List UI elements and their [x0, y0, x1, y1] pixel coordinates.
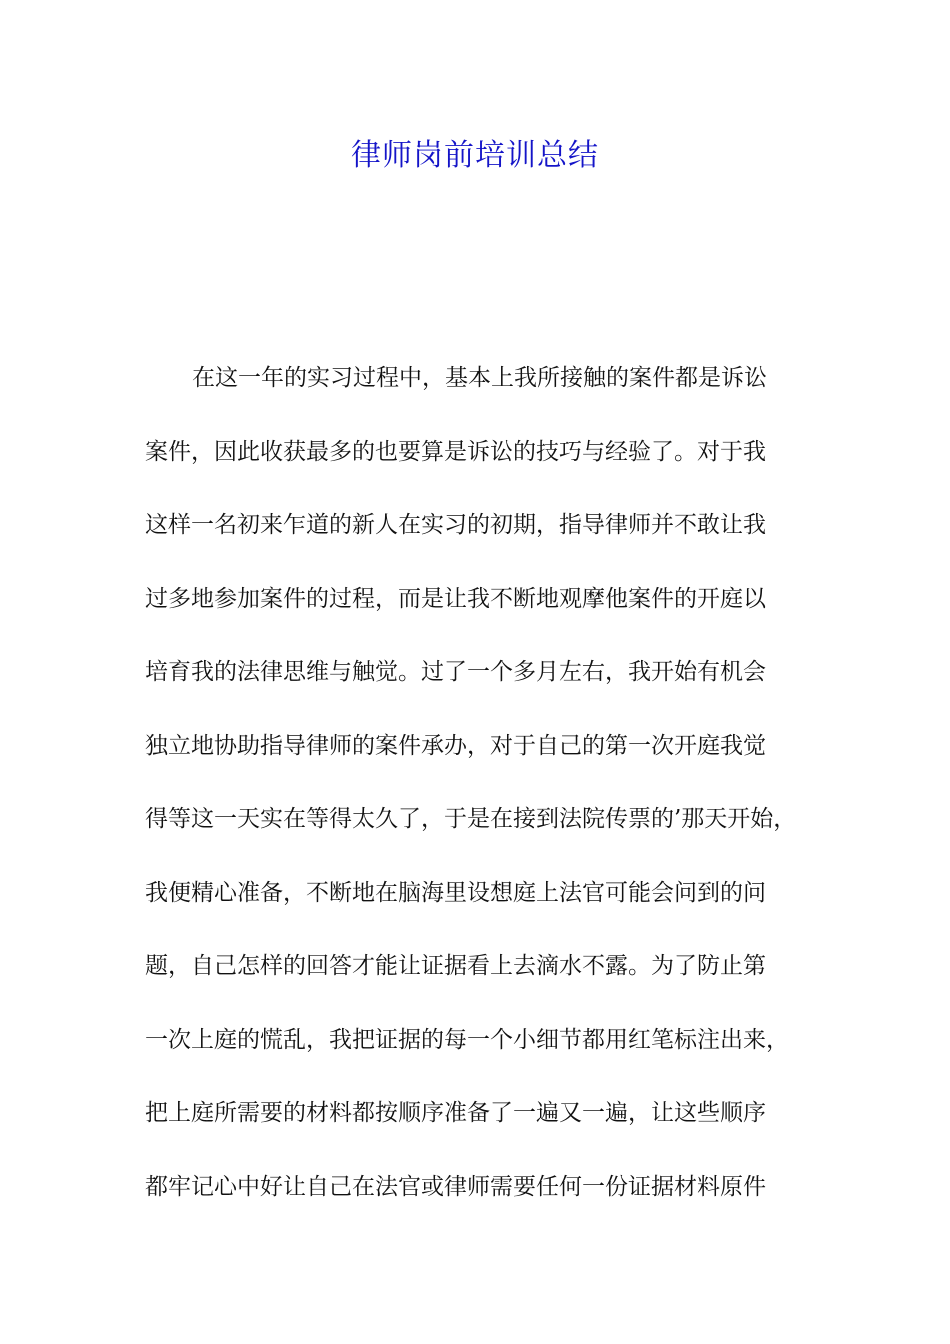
- body-line: 培育我的法律思维与触觉。过了一个多月左右，我开始有机会: [145, 659, 766, 685]
- body-line: 一次上庭的慌乱，我把证据的每一个小细节都用红笔标注出来，: [145, 1026, 789, 1053]
- body-line: 案件，因此收获最多的也要算是诉讼的技巧与经验了。对于我: [145, 438, 766, 465]
- document-title: 律师岗前培训总结: [351, 138, 599, 173]
- body-line: 把上庭所需要的材料都按顺序准备了一遍又一遍，让这些顺序: [145, 1100, 766, 1126]
- body-line: 我便精心准备，不断地在脑海里设想庭上法官可能会问到的问: [145, 879, 766, 906]
- document-body: [145, 342, 807, 1224]
- body-line: 得等这一天实在等得太久了，于是在接到法院传票的’那天开始，: [145, 806, 797, 832]
- body-line: 都牢记心中好让自己在法官或律师需要任何一份证据材料原件: [145, 1173, 766, 1200]
- body-line: 过多地参加案件的过程，而是让我不断地观摩他案件的开庭以: [145, 585, 766, 612]
- body-line: 独立地协助指导律师的案件承办，对于自己的第一次开庭我觉: [145, 732, 766, 759]
- body-line: 这样一名初来乍道的新人在实习的初期，指导律师并不敢让我: [145, 512, 766, 538]
- body-line: 题，自己怎样的回答才能让证据看上去滴水不露。为了防止第: [145, 953, 766, 979]
- body-line: 在这一年的实习过程中，基本上我所接触的案件都是诉讼: [192, 365, 767, 391]
